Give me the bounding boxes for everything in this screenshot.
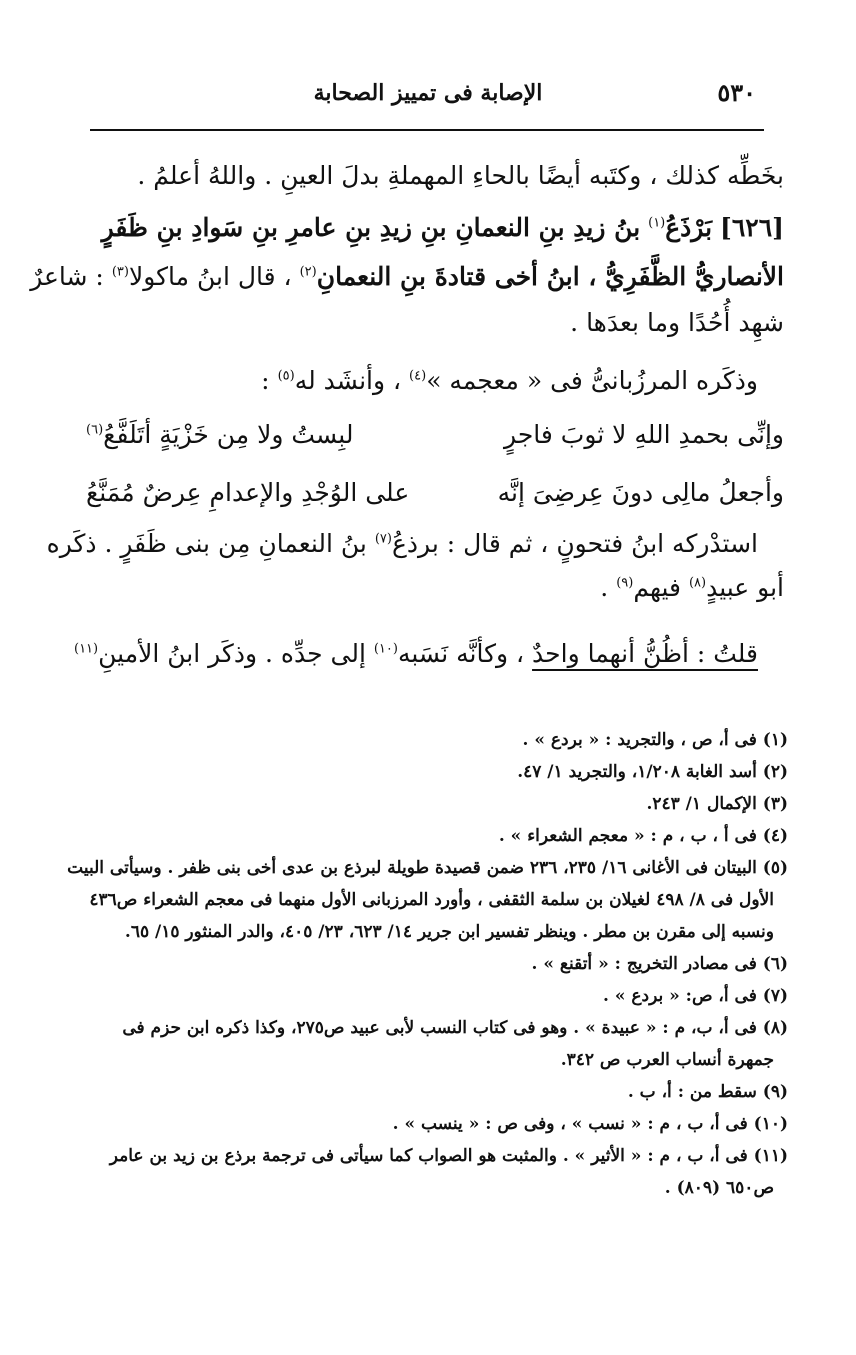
footnote-7: (٧) فى أ، ص: « بردع » . [603,986,788,1006]
entry-line-2 [30,254,784,300]
footnote-5-cont-1: الأول فى ٨/ ٤٩٨ لغيلان بن سلمة الثقفى ، وأورد المرزبانى الأول منهما فى معجم الشعراء ص٤٣٦ [89,890,774,910]
marzubani-line [86,356,784,406]
entry-lineage-2: الأنصاريُّ الظَّفَرِيُّ ، ابنُ أخى قتادةَ بنِ النعمانِ [316,262,784,291]
footnote-10: (١٠) فى أ، ب ، م : « نسب » ، وفى ص : « ينسب » . [392,1114,788,1134]
footnote-9: (٩) سقط من : أ، ب . [627,1082,788,1102]
text-uhud: شهِد أُحُدًا وما بعدَها . [570,308,784,337]
verse-2-second-hemistich: على الوُجْدِ والإعدامِ عِرضٌ مُمَنَّعُ [86,478,410,507]
istidrak-line-1 [46,522,784,566]
text-marzubani: وذكَره المرزُبانىُّ فى « معجمه » [426,366,758,395]
entry-line-3 [86,300,784,356]
text-line-1 [86,150,784,202]
text-istidrak: استدْركه ابنُ فتحونٍ ، ثم قال : برذعُ [391,529,758,558]
text-bani-zafar: بنُ النعمانِ مِن بنى ظَفَرٍ . ذكَره [46,529,367,558]
istidrak-line-2 [86,566,784,632]
entry-lineage-1: بنُ زيدِ بنِ النعمانِ بنِ زيدِ بنِ عامرِ بنِ سَوادِ بنِ ظَفَرٍ [101,213,641,242]
footnote-ref-9: (٩) [616,575,634,591]
qultu-line [74,632,784,676]
footnote-ref-6: (٦) [86,422,104,438]
footnote-2: (٢) أسد الغابة ١/٢٠٨، والتجريد ١/ ٤٧. [517,762,788,782]
footnote-ref-7: (٧) [374,531,392,547]
page-number: ٥٣٠ [717,78,756,107]
text-qultu: قلتُ : أظُنُّ أنهما واحدٌ [532,639,758,668]
footnote-ref-5: (٥) [277,368,295,384]
text-fihim: فيهم [633,573,681,602]
footnote-8: (٨) فى أ، ب، م : « عبيدة » . وهو فى كتاب النسب لأبى عبيد ص٢٧٥، وكذا ذكره ابن حزم فى [122,1018,788,1038]
running-title: الإصابة فى تمييز الصحابة [313,80,543,106]
footnote-ref-8: (٨) [688,575,707,591]
page-header [92,78,764,118]
verse-1-second-hemistich-wrap [86,406,353,464]
footnote-ref-2: (٢) [299,264,317,280]
entry-number: [٦٢٦] [720,213,784,242]
entry-heading-line [86,202,784,254]
entry-name: بَرْذَعُ [665,213,713,242]
footnote-ref-4: (٤) [409,368,427,384]
text-period: . [600,573,609,602]
text-ibn-makula: ، قال ابنُ ماكولا [128,262,292,291]
footnote-11-cont: ص٦٥٠ (٨٠٩) . [664,1178,774,1198]
header-rule [90,129,764,131]
footnote-ref-10: (١٠) [373,641,398,657]
footnote-5-cont-2: ونسبه إلى مقرن بن مطر . وينظر تفسير ابن جرير ١٤/ ٦٢٣، ٢٣/ ٤٠٥، والدر المنثور ١٥/ ٦٥. [124,922,774,942]
footnote-ref-3: (٣) [111,264,129,280]
verse-2 [86,464,784,522]
footnote-4: (٤) فى أ ، ب ، م : « معجم الشعراء » . [498,826,788,846]
verse-1 [86,406,784,464]
verse-2-first-hemistich: وأجعلُ مالِى دونَ عِرضِىَ إنَّه [497,478,784,507]
footnote-ref-1: (١) [648,215,666,231]
text-ibn-al-amin: إلى جدِّه . وذكَر ابنُ الأمينِ [98,639,366,668]
text-ansha: ، وأنشَد له [294,366,402,395]
footnote-11: (١١) فى أ، ب ، م : « الأثير » . والمثبت هو الصواب كما سيأتى فى ترجمة برذع بن زيد بن عامر [109,1146,788,1166]
verse-1-first-hemistich: وإنِّى بحمدِ اللهِ لا ثوبَ فاجرٍ [504,420,784,449]
footnote-ref-11: (١١) [74,641,99,657]
footnote-6: (٦) فى مصادر التخريج : « أتقنع » . [531,954,788,974]
footnote-1: (١) فى أ، ص ، والتجريد : « بردع » . [522,730,788,750]
text-colon: : [261,366,270,395]
footnote-5: (٥) البيتان فى الأغانى ١٦/ ٢٣٥، ٢٣٦ ضمن قصيدة طويلة لبرذع بن عدى أخى بنى ظفر . وسيأتى البيت [67,858,788,878]
footnote-8-cont: جمهرة أنساب العرب ص ٣٤٢. [560,1050,774,1070]
footnote-3: (٣) الإكمال ١/ ٢٤٣. [646,794,788,814]
verse-1-second-hemistich: لبِستُ ولا مِن خَزْيَةٍ أتَلَفَّعُ [103,420,354,449]
text-nasabahu: ، وكأنَّه نَسَبه [397,639,525,668]
main-text [30,150,784,676]
footnotes [67,724,788,1204]
continuation-text: بخَطِّه كذلك ، وكتَبه أيضًا بالحاءِ المهملةِ بدلَ العينِ . واللهُ أعلمُ . [137,161,784,190]
text-abu-ubayd: أبو عبيدٍ [706,573,784,602]
text-poet: : شاعرٌ [30,262,104,291]
